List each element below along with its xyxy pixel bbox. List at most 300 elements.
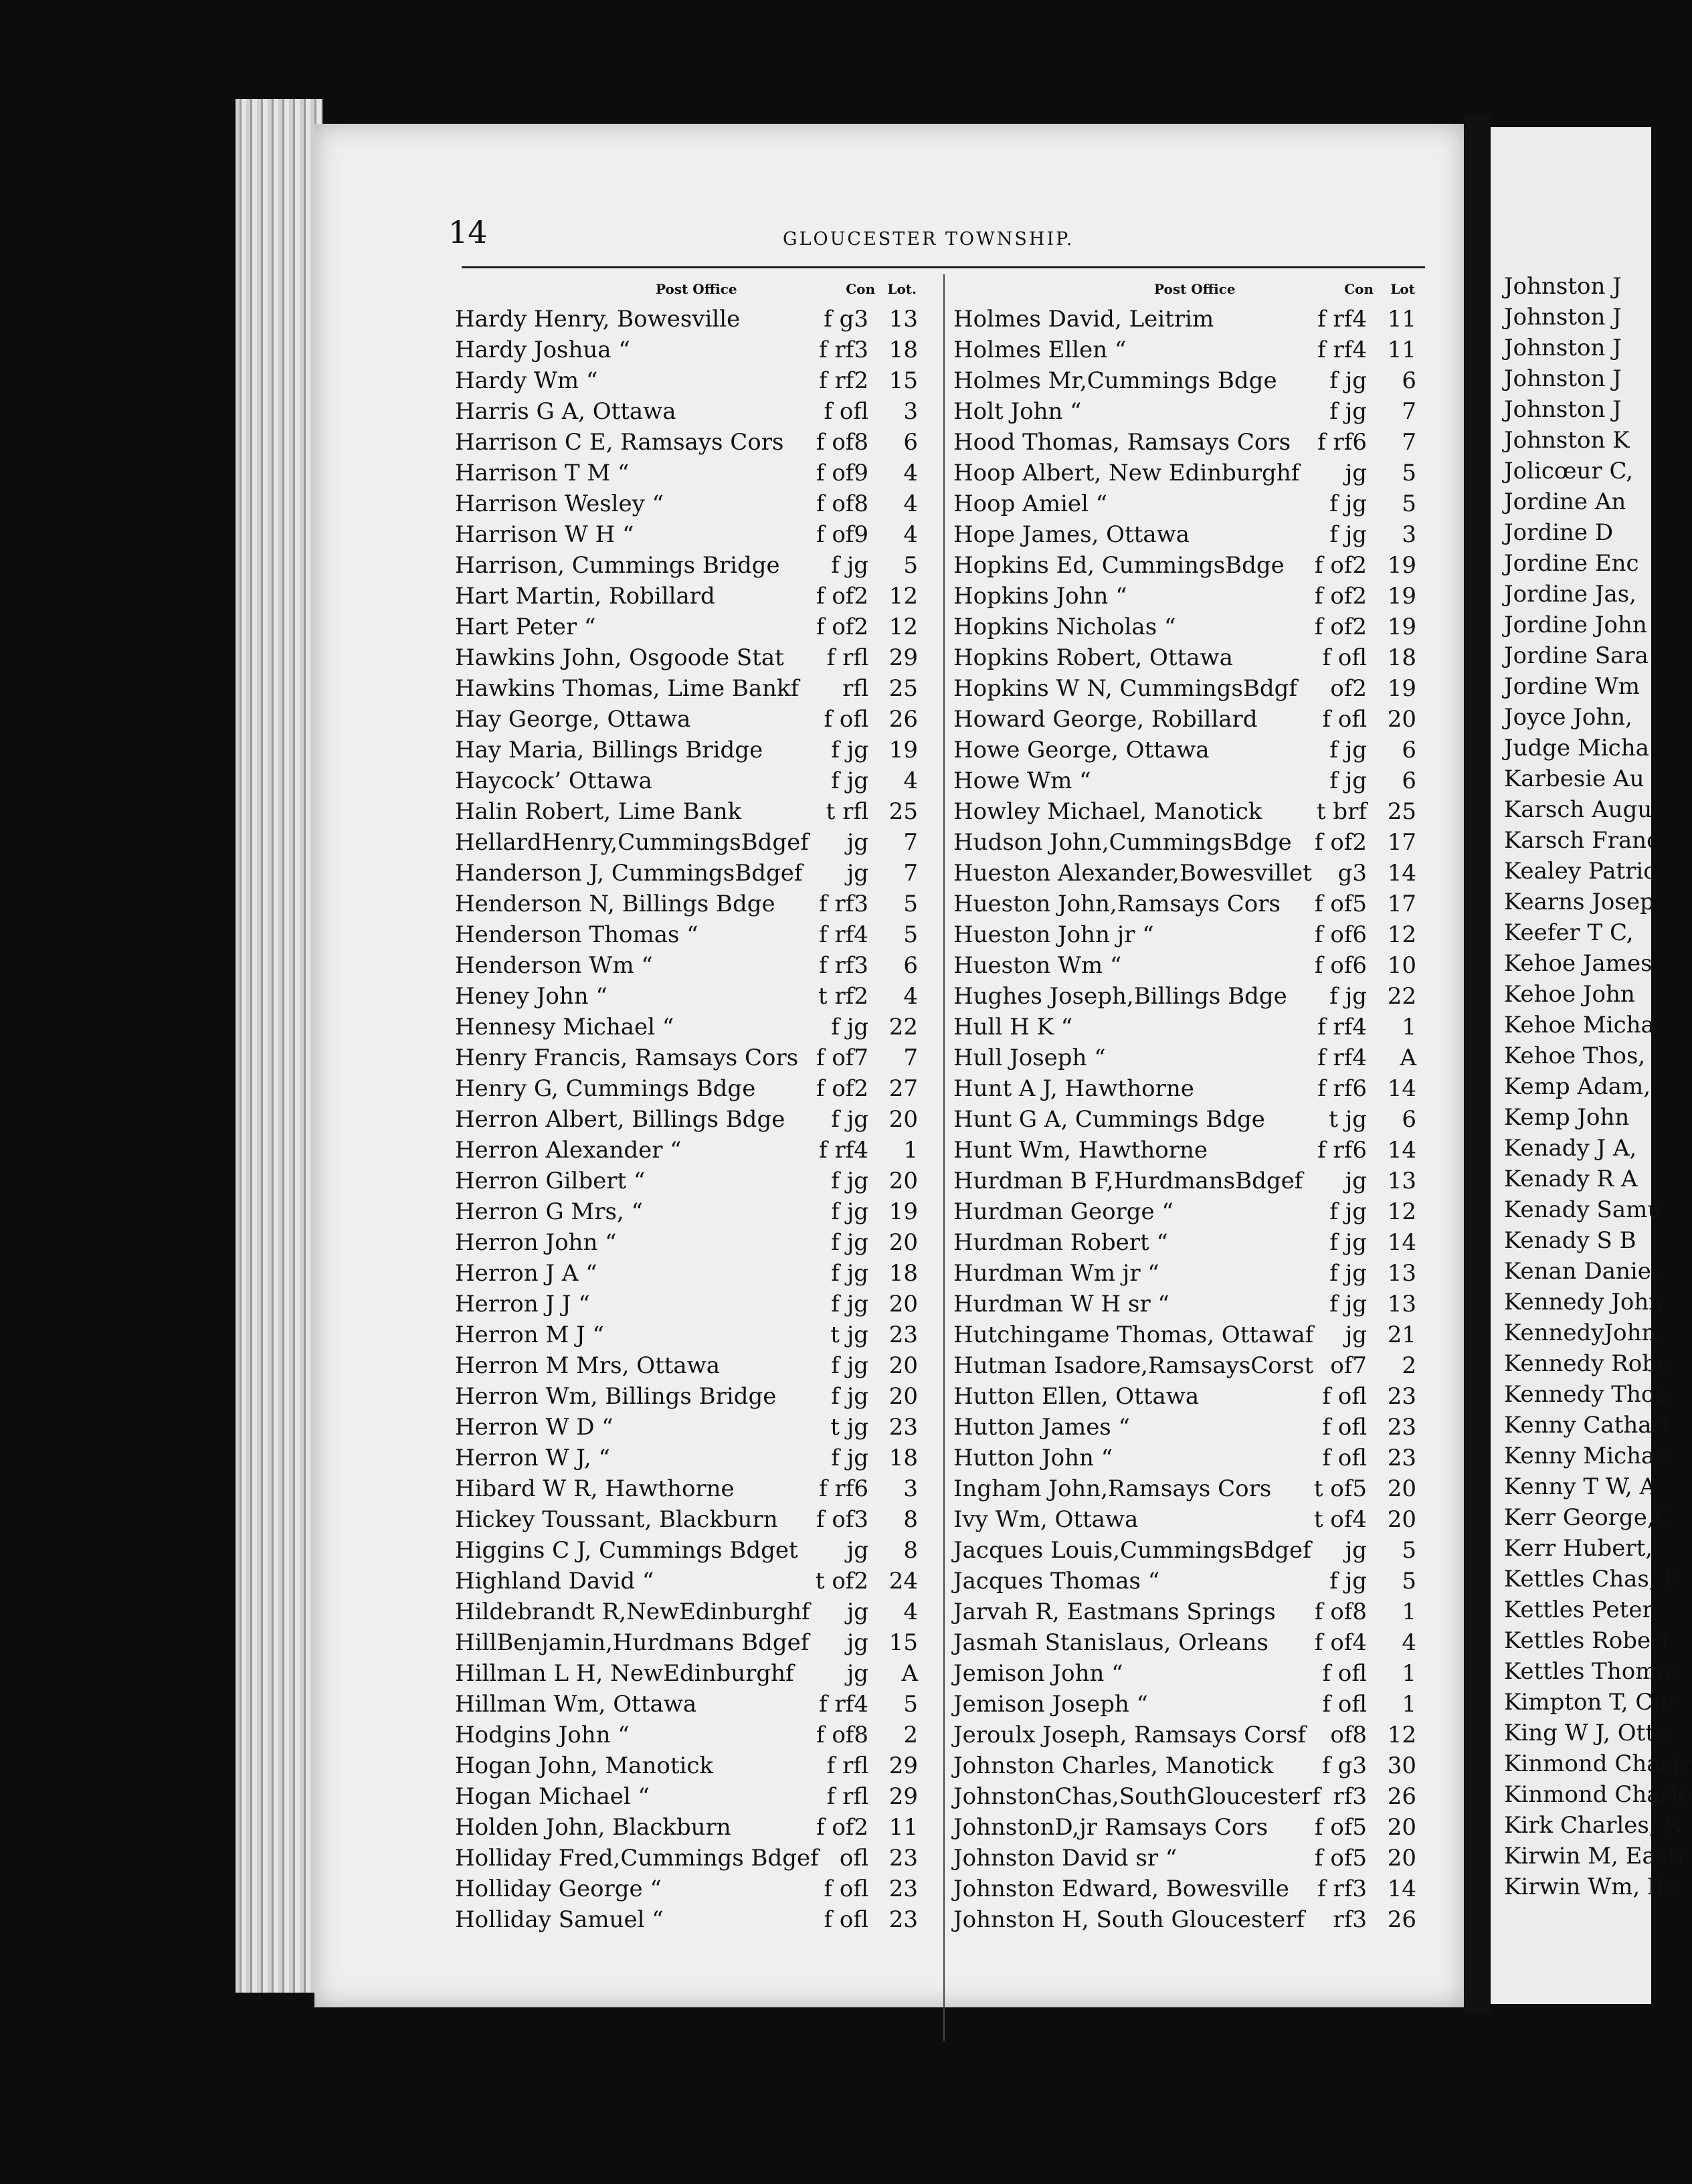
entry-lot: 13 (1387, 1168, 1416, 1194)
entry-name: Ivy Wm, Ottawa (953, 1506, 1139, 1533)
entry-con: f jg (1329, 1568, 1367, 1595)
facing-page-entry: Johnston J (1504, 273, 1622, 300)
entry-lot: 1 (903, 1137, 918, 1164)
directory-entry (953, 1073, 1422, 1104)
entry-con: f rf4 (819, 1691, 868, 1718)
entry-lot: 13 (1387, 1260, 1416, 1287)
entry-lot: 29 (888, 1752, 918, 1779)
directory-entry (455, 1350, 923, 1381)
directory-entry (455, 673, 923, 704)
directory-entry (953, 1320, 1422, 1350)
directory-entry (455, 919, 923, 950)
entry-lot: 6 (1402, 767, 1416, 794)
entry-name: Hart Peter “ (455, 614, 596, 640)
directory-entry (953, 1720, 1422, 1750)
entry-lot: 25 (888, 798, 918, 825)
directory-entry (953, 488, 1422, 519)
entry-con: ofl (839, 1845, 868, 1872)
facing-page-entry: Kehoe Thos, (1504, 1042, 1646, 1069)
entry-name: Hopkins Nicholas “ (953, 614, 1176, 640)
facing-page-entry: Kenady S B (1504, 1227, 1636, 1254)
directory-entry (455, 396, 923, 427)
entry-name: Halin Robert, Lime Bank (455, 798, 742, 825)
directory-entry (455, 1104, 923, 1135)
entry-name: Herron Gilbert “ (455, 1168, 646, 1194)
entry-lot: 5 (1402, 460, 1416, 486)
facing-page-entry: Kennedy Thos, (1504, 1381, 1674, 1408)
entry-name: Henry G, Cummings Bdge (455, 1075, 756, 1102)
entry-lot: 26 (1387, 1783, 1416, 1810)
facing-page-entry: Kerr George,C (1504, 1504, 1672, 1531)
directory-entry (953, 1258, 1422, 1289)
facing-page-entry: Kettles Peter (1504, 1597, 1653, 1623)
directory-entry (455, 981, 923, 1012)
directory-entry (455, 1812, 923, 1843)
directory-entry (953, 1750, 1422, 1781)
directory-entry (953, 1166, 1422, 1196)
entry-name: Hudson John,CummingsBdge (953, 829, 1292, 856)
directory-entry (953, 1535, 1422, 1566)
facing-page-entry: Kirk Charles, N (1504, 1812, 1684, 1839)
directory-entry (455, 1535, 923, 1566)
directory-entry (953, 950, 1422, 981)
entry-name: Henry Francis, Ramsays Cors (455, 1044, 799, 1071)
facing-page-entry: Jordine D (1504, 519, 1614, 546)
entry-con: f of2 (816, 1075, 868, 1102)
facing-page-entry: Kennedy Robe (1504, 1350, 1671, 1377)
directory-entry (953, 642, 1422, 673)
directory-entry (953, 396, 1422, 427)
directory-entry (953, 612, 1422, 642)
facing-page-entry: Karsch Augu (1504, 796, 1653, 823)
entry-con: f of5 (1314, 1814, 1367, 1841)
directory-entry (953, 1658, 1422, 1689)
entry-con: f of8 (816, 490, 868, 517)
entry-con: f of2 (1314, 614, 1367, 640)
entry-con: f rf6 (1317, 429, 1367, 456)
entry-con: f jg (1329, 1291, 1367, 1317)
directory-entry (953, 1042, 1422, 1073)
entry-lot: 14 (1387, 1876, 1416, 1902)
entry-con: f rf4 (819, 1137, 868, 1164)
entry-lot: 22 (1387, 983, 1416, 1010)
page-number: 14 (448, 214, 488, 250)
entry-con: f rf4 (1317, 1044, 1367, 1071)
directory-entry (953, 765, 1422, 796)
directory-entry (455, 1289, 923, 1320)
entry-con: f of6 (1314, 921, 1367, 948)
entry-lot: 11 (888, 1814, 918, 1841)
entry-lot: 20 (1387, 706, 1416, 733)
facing-page-entry: Karsch Franc (1504, 827, 1660, 854)
directory-entry (455, 1042, 923, 1073)
entry-con: f jg (1329, 767, 1367, 794)
entry-lot: 1 (1402, 1660, 1416, 1687)
directory-entry (953, 1135, 1422, 1166)
directory-entry (953, 1781, 1422, 1812)
entry-lot: 20 (888, 1291, 918, 1317)
facing-page-entry: Kemp Adam, (1504, 1073, 1651, 1100)
facing-page-entry: Kehoe John (1504, 981, 1635, 1008)
facing-page-entry: Kenny T W, A (1504, 1473, 1657, 1500)
entry-con: f ofl (1322, 1691, 1367, 1718)
entry-con: f ofl (824, 1876, 868, 1902)
entry-name: Hurdman W H sr “ (953, 1291, 1169, 1317)
entry-con: f ofl (824, 398, 868, 425)
directory-entry (455, 427, 923, 458)
facing-page-entry: Keefer T C, (1504, 919, 1634, 946)
entry-con: t jg (830, 1414, 868, 1441)
facing-page-entry: Jordine An (1504, 488, 1626, 515)
entry-name: Holmes Mr,Cummings Bdge (953, 367, 1277, 394)
entry-name: Higgins C J, Cummings Bdget (455, 1537, 798, 1564)
entry-con: f ofl (1322, 1660, 1367, 1687)
directory-entry (953, 1104, 1422, 1135)
entry-name: Herron John “ (455, 1229, 617, 1256)
entry-name: Hutton Ellen, Ottawa (953, 1383, 1200, 1410)
entry-con: jg (846, 829, 868, 856)
entry-lot: 8 (903, 1506, 918, 1533)
entry-lot: 23 (888, 1414, 918, 1441)
entry-name: Hunt G A, Cummings Bdge (953, 1106, 1265, 1133)
entry-lot: 6 (1402, 1106, 1416, 1133)
entry-lot: 5 (903, 921, 918, 948)
facing-page-entry: Kinmond Charle (1504, 1781, 1692, 1808)
column-divider (943, 274, 945, 2041)
entry-con: f of9 (816, 521, 868, 548)
entry-name: Herron J J “ (455, 1291, 590, 1317)
entry-lot: 4 (903, 521, 918, 548)
entry-name: Hunt Wm, Hawthorne (953, 1137, 1208, 1164)
facing-page-entry: Jordine Sara (1504, 642, 1649, 669)
right-directory-column (953, 281, 1422, 1935)
directory-entry (953, 1289, 1422, 1320)
entry-name: Hildebrandt R,NewEdinburghf (455, 1599, 810, 1625)
entry-con: rfl (842, 675, 868, 702)
entry-lot: 17 (1387, 891, 1416, 917)
facing-page-entry: Kimpton T, Cur (1504, 1689, 1679, 1716)
entry-lot: 5 (903, 552, 918, 579)
facing-page-entry: Kenady R A (1504, 1166, 1638, 1192)
entry-name: Hutchingame Thomas, Ottawaf (953, 1322, 1314, 1348)
lot-header: Lot. (887, 281, 917, 297)
entry-lot: 14 (1387, 860, 1416, 887)
entry-lot: 5 (903, 891, 918, 917)
entry-con: f rf3 (819, 952, 868, 979)
entry-name: HellardHenry,CummingsBdgef (455, 829, 809, 856)
directory-entry (455, 612, 923, 642)
facing-page-entry: Kerr Hubert, (1504, 1535, 1653, 1562)
directory-entry (953, 1843, 1422, 1874)
entry-con: f jg (831, 1229, 868, 1256)
entry-con: t jg (1329, 1106, 1367, 1133)
facing-page-entry: Kettles Chas, F (1504, 1566, 1680, 1592)
directory-entry (455, 1443, 923, 1473)
directory-entry (455, 1012, 923, 1042)
entry-name: Hurdman B F,HurdmansBdgef (953, 1168, 1303, 1194)
directory-entry (953, 889, 1422, 919)
directory-entry (455, 550, 923, 581)
entry-name: Hogan John, Manotick (455, 1752, 714, 1779)
lot-header: Lot (1390, 281, 1415, 297)
entry-name: Hardy Henry, Bowesville (455, 306, 741, 333)
entry-con: jg (1345, 1168, 1367, 1194)
facing-page-entry: Kehoe Micha (1504, 1012, 1655, 1038)
entry-con: f g3 (824, 306, 868, 333)
entry-lot: 8 (903, 1537, 918, 1564)
directory-entry (455, 488, 923, 519)
entry-lot: 6 (903, 429, 918, 456)
directory-entry (953, 1012, 1422, 1042)
entry-con: f rf3 (819, 891, 868, 917)
entry-name: Hueston John,Ramsays Cors (953, 891, 1281, 917)
entry-name: Henderson N, Billings Bdge (455, 891, 775, 917)
entry-name: Hutton James “ (953, 1414, 1130, 1441)
entry-lot: 27 (888, 1075, 918, 1102)
entry-name: Hopkins John “ (953, 583, 1127, 610)
entry-con: t of4 (1313, 1506, 1367, 1533)
entry-name: Herron Albert, Billings Bdge (455, 1106, 785, 1133)
directory-entry (953, 1904, 1422, 1935)
entry-con: f ofl (1322, 1445, 1367, 1471)
directory-entry (953, 1473, 1422, 1504)
entry-con: f of8 (816, 1722, 868, 1748)
entry-name: Hawkins Thomas, Lime Bankf (455, 675, 800, 702)
entry-con: of8 (1330, 1722, 1367, 1748)
entry-lot: 12 (1387, 1722, 1416, 1748)
directory-entry (953, 1412, 1422, 1443)
directory-entry (455, 1135, 923, 1166)
entry-con: f rf4 (1317, 1014, 1367, 1040)
entry-lot: 12 (1387, 921, 1416, 948)
entry-name: Hurdman George “ (953, 1198, 1173, 1225)
entry-name: Ingham John,Ramsays Cors (953, 1475, 1272, 1502)
entry-con: f of7 (816, 1044, 868, 1071)
directory-entry (455, 1658, 923, 1689)
entry-con: jg (1345, 460, 1367, 486)
entry-name: Harrison T M “ (455, 460, 630, 486)
entry-lot: 26 (888, 706, 918, 733)
entry-con: f of2 (1314, 552, 1367, 579)
entry-con: f rf4 (1317, 306, 1367, 333)
entry-lot: 13 (1387, 1291, 1416, 1317)
entry-name: Hurdman Robert “ (953, 1229, 1168, 1256)
entry-name: Jemison John “ (953, 1660, 1123, 1687)
entry-name: Herron W D “ (455, 1414, 614, 1441)
entry-con: f jg (1329, 521, 1367, 548)
entry-con: f jg (831, 1106, 868, 1133)
entry-name: Holmes Ellen “ (953, 337, 1127, 363)
directory-entry (455, 1320, 923, 1350)
facing-page-entry: Jordine Jas, (1504, 581, 1636, 608)
entry-name: Herron M Mrs, Ottawa (455, 1352, 721, 1379)
entry-lot: 6 (1402, 737, 1416, 763)
entry-name: Howard George, Robillard (953, 706, 1258, 733)
entry-name: Hodgins John “ (455, 1722, 630, 1748)
entry-lot: 23 (888, 1845, 918, 1872)
entry-lot: 5 (903, 1691, 918, 1718)
entry-con: f jg (831, 1352, 868, 1379)
entry-lot: 4 (903, 767, 918, 794)
running-head: GLOUCESTER TOWNSHIP. (783, 229, 1074, 250)
directory-entry (953, 1504, 1422, 1535)
directory-entry (455, 1627, 923, 1658)
entry-lot: 20 (1387, 1814, 1416, 1841)
entry-con: f jg (831, 1198, 868, 1225)
entry-lot: 20 (1387, 1845, 1416, 1872)
post-office-header: Post Office (1154, 281, 1236, 297)
entry-lot: 4 (903, 460, 918, 486)
entry-name: Herron M J “ (455, 1322, 604, 1348)
directory-entry (455, 1196, 923, 1227)
facing-page-entry: Kealey Patric (1504, 858, 1657, 885)
entry-con: f jg (1329, 490, 1367, 517)
entry-lot: 23 (888, 1876, 918, 1902)
directory-entry (953, 1566, 1422, 1597)
entry-con: f rfl (826, 1783, 868, 1810)
entry-lot: 11 (1387, 337, 1416, 363)
entry-name: Hutton John “ (953, 1445, 1113, 1471)
entry-name: Hutman Isadore,RamsaysCorst (953, 1352, 1314, 1379)
facing-page-entry: Kenady J A, (1504, 1135, 1637, 1162)
entry-con: f of2 (1314, 829, 1367, 856)
entry-con: jg (846, 860, 868, 887)
directory-entry (455, 735, 923, 765)
entry-con: f of5 (1314, 891, 1367, 917)
entry-con: f jg (1329, 737, 1367, 763)
entry-name: Harrison, Cummings Bridge (455, 552, 780, 579)
entry-lot: 14 (1387, 1137, 1416, 1164)
entry-con: f of6 (1314, 952, 1367, 979)
directory-entry (953, 827, 1422, 858)
entry-con: f g3 (1322, 1752, 1367, 1779)
directory-entry (455, 1750, 923, 1781)
facing-page-entry: Johnston J (1504, 304, 1622, 331)
directory-entry (953, 1597, 1422, 1627)
entry-con: f rf3 (819, 337, 868, 363)
entry-lot: 13 (888, 306, 918, 333)
entry-lot: 20 (888, 1106, 918, 1133)
entry-name: Hull Joseph “ (953, 1044, 1106, 1071)
facing-page-entry: King W J, Otta (1504, 1720, 1669, 1746)
entry-lot: 19 (888, 737, 918, 763)
directory-entry (455, 950, 923, 981)
entry-name: Hillman L H, NewEdinburghf (455, 1660, 794, 1687)
entry-name: Holliday Fred,Cummings Bdgef (455, 1845, 819, 1872)
entry-name: Howley Michael, Manotick (953, 798, 1262, 825)
entry-lot: 5 (1402, 1568, 1416, 1595)
entry-con: f jg (1329, 367, 1367, 394)
entry-name: Haycock’ Ottawa (455, 767, 652, 794)
facing-page-entry: Kirwin M, Eastr (1504, 1843, 1688, 1870)
directory-entry (953, 1350, 1422, 1381)
facing-page-entry: Karbesie Au (1504, 765, 1644, 792)
entry-name: Hopkins W N, CummingsBdgf (953, 675, 1297, 702)
entry-con: t jg (830, 1322, 868, 1348)
entry-lot: 7 (1402, 429, 1416, 456)
entry-lot: 20 (1387, 1475, 1416, 1502)
facing-page-entry: Kettles Robert (1504, 1627, 1671, 1654)
entry-lot: 20 (888, 1168, 918, 1194)
entry-con: t rf2 (818, 983, 868, 1010)
facing-page-entry: Kenady Samu (1504, 1196, 1663, 1223)
entry-con: f ofl (1322, 706, 1367, 733)
directory-entry (455, 1258, 923, 1289)
entry-name: Highland David “ (455, 1568, 654, 1595)
directory-entry (953, 1227, 1422, 1258)
directory-entry (455, 1073, 923, 1104)
entry-name: Handerson J, CummingsBdgef (455, 860, 803, 887)
entry-name: Herron J A “ (455, 1260, 597, 1287)
entry-lot: 7 (903, 1044, 918, 1071)
facing-page-entry: Kinmond Chasjr (1504, 1750, 1690, 1777)
entry-con: f jg (1329, 1198, 1367, 1225)
directory-entry (455, 581, 923, 612)
entry-name: Jacques Louis,CummingsBdgef (953, 1537, 1311, 1564)
entry-con: f jg (1329, 398, 1367, 425)
entry-name: Johnston Edward, Bowesville (953, 1876, 1289, 1902)
entry-con: f rfl (826, 1752, 868, 1779)
entry-con: rf3 (1333, 1783, 1367, 1810)
entry-lot: 19 (888, 1198, 918, 1225)
entry-con: f rf6 (1317, 1137, 1367, 1164)
entry-con: jg (846, 1599, 868, 1625)
entry-con: t of2 (815, 1568, 868, 1595)
entry-con: f rfl (826, 644, 868, 671)
entry-con: f jg (831, 1383, 868, 1410)
entry-con: f of8 (1314, 1599, 1367, 1625)
entry-con: f of9 (816, 460, 868, 486)
facing-page-entry: Johnston J (1504, 396, 1622, 423)
directory-entry (455, 1504, 923, 1535)
facing-page-entry: Kenan Daniel, (1504, 1258, 1666, 1285)
entry-lot: 29 (888, 644, 918, 671)
facing-page-entry: Kirwin Wm, Bo (1504, 1874, 1678, 1900)
facing-page-entry: Jordine John (1504, 612, 1647, 638)
entry-lot: 23 (888, 1322, 918, 1348)
left-directory-column (455, 281, 923, 1935)
entry-lot: 3 (903, 398, 918, 425)
facing-page-entry: Joyce John, (1504, 704, 1632, 731)
entry-con: f jg (831, 737, 868, 763)
entry-name: Herron Alexander “ (455, 1137, 682, 1164)
entry-con: f jg (1329, 983, 1367, 1010)
entry-con: jg (846, 1629, 868, 1656)
entry-lot: 23 (888, 1906, 918, 1933)
directory-entry (455, 458, 923, 488)
entry-con: f of5 (1314, 1845, 1367, 1872)
entry-lot: 18 (888, 1445, 918, 1471)
entry-name: Hull H K “ (953, 1014, 1073, 1040)
directory-entry (455, 1781, 923, 1812)
entry-name: Hardy Joshua “ (455, 337, 630, 363)
directory-entry (455, 704, 923, 735)
directory-entry (953, 673, 1422, 704)
entry-name: Hueston John jr “ (953, 921, 1154, 948)
directory-entry (455, 1166, 923, 1196)
directory-entry (455, 1597, 923, 1627)
entry-lot: 15 (888, 1629, 918, 1656)
entry-con: f ofl (1322, 1414, 1367, 1441)
directory-entry (953, 427, 1422, 458)
directory-entry (455, 642, 923, 673)
entry-con: f ofl (824, 1906, 868, 1933)
entry-con: t brf (1316, 798, 1367, 825)
entry-con: f jg (831, 767, 868, 794)
entry-lot: 5 (1402, 1537, 1416, 1564)
directory-entry (455, 1381, 923, 1412)
entry-con: f jg (831, 1291, 868, 1317)
